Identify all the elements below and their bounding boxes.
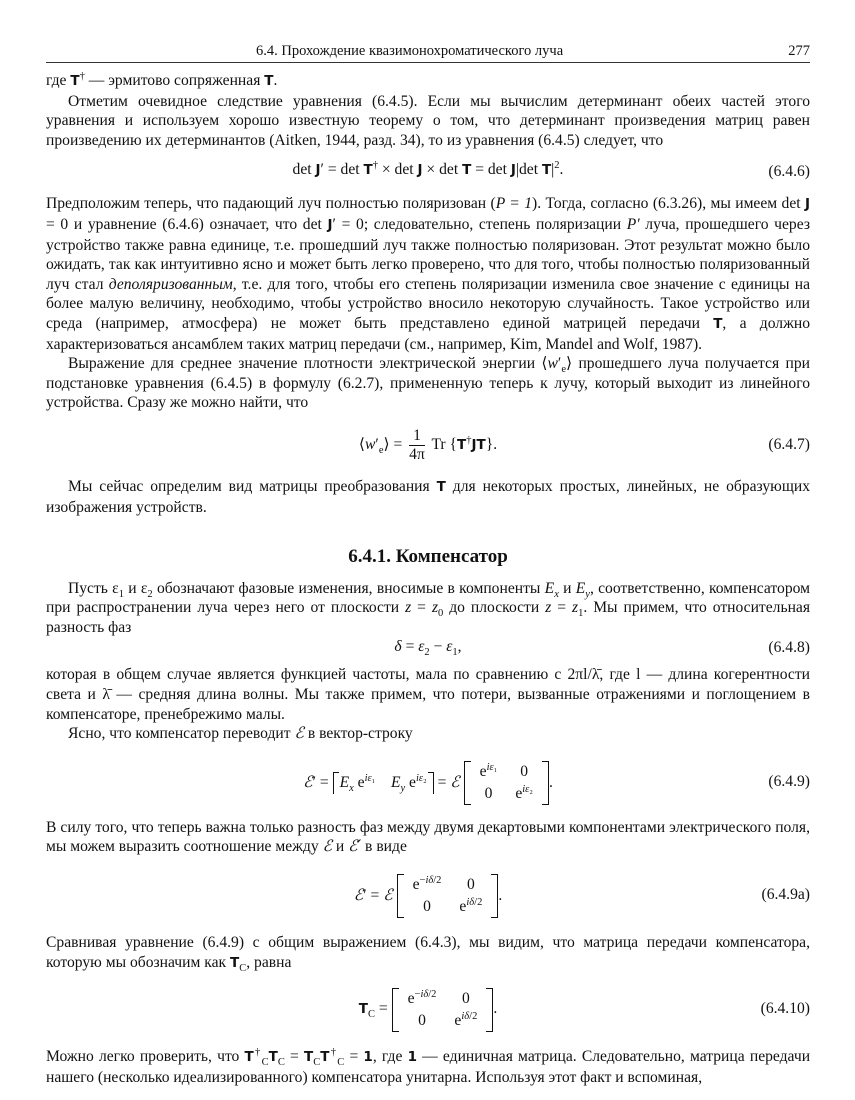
paragraph-polarized: Предположим теперь, что падающий луч полностью поляризован (P = 1). Тогда, согласно (6.3.26), мы имеем det J = 0 и уравнение (6.4.6) означает, что det J′ = 0; следовательно, степень поляризации P′ луча, прошедшего через устройство также равна единице, т.е. прошедший луч также полностью поляризован. Этот результат можно было ожидать, так как интуитивно ясно и может быть легко проверено, что для того, чтобы полностью поляризованный луч стал деполяризованным, т.е. для того, чтобы его степень поляризации изменила свое значение с единицы на более малую величину, необходимо, чтобы устройство вносило некоторую случайность. Такое устройство или среда (например, атмосфера) не может быть представлено единой матрицей передачи T, а должно характеризоваться ансамблем таких матриц передачи (см., например, Kim, Mandel and Wolf, 1987). <box>46 195 811 353</box>
paragraph-phase-changes: Пусть $\varepsilon_1$ и $\varepsilon_2$ обозначают фазовые изменения, вносимые в компоненты $E_x$ и $E_y$, соответственно, компенсатором при распространении луча через него от плоскости $z = z_0$ до плоскости $z = z_1$. Мы примем, что относительная разность фаз <box>46 579 811 636</box>
matrix-6-4-10: $e^{-i\delta/2}$ 0 0 $e^{i\delta/2}$ <box>392 988 494 1032</box>
document-page <box>46 40 810 1087</box>
row-vector: $E_x$ $e^{i\varepsilon_1}$ $E_y$ $e^{i\varepsilon_2}$ <box>333 772 434 794</box>
fraction: $\frac{1}{4\pi}$ <box>409 426 425 463</box>
matrix-6-4-9: $e^{i\varepsilon_1}$ 0 0 $e^{i\varepsilon_2}$ <box>464 761 549 805</box>
equation-number: (6.4.6) <box>768 163 810 181</box>
equation-6-4-8: $\delta = \varepsilon_2 - \varepsilon_1$, (6.4.8) <box>394 638 810 659</box>
page-number: 277 <box>788 43 810 59</box>
equation-number: (6.4.9) <box>768 772 810 790</box>
equation-6-4-9a: ℰ′ = ℰ $e^{-i\delta/2}$ 0 0 $e^{i\delta/2}$ . (6.4.9a) <box>46 869 810 921</box>
equation-6-4-7: $⟨w'_e⟩$ = $\frac{1}{4\pi}$ Tr {T†JT}. (6.4.7) <box>46 423 810 467</box>
paragraph-phase-difference: В силу того, что теперь важна только разность фаз между двумя декартовыми компонентами электрического поля, мы можем выразить соотношение между ℰ и ℰ′ в виде <box>46 818 810 856</box>
paragraph-compensator-matrix: Сравнивая уравнение (6.4.9) с общим выражением (6.4.3), мы видим, что матрица передачи компенсатора, которую мы обозначим как $T_C$, равна <box>46 934 810 974</box>
paragraph-row-vector: Ясно, что компенсатор переводит ℰ в вектор-строку <box>68 724 413 743</box>
equation-number: (6.4.8) <box>768 639 810 657</box>
matrix-6-4-9a: $e^{-i\delta/2}$ 0 0 $e^{i\delta/2}$ <box>397 874 499 918</box>
paragraph-transform-matrix: Мы сейчас определим вид матрицы преобразования T для некоторых простых, линейных, не образующих изображения устройств. <box>46 477 810 516</box>
paragraph-unitary: Можно легко проверить, что $T^\dagger_CT_C = T_CT^\dagger_C = 1$, где 1 — единичная матрица. Следовательно, матрица передачи нашего (несколько идеализированного) компенсатора унитарна. Используя этот факт и вспоминая, <box>46 1047 811 1086</box>
equation-6-4-10: $T_C$ = $e^{-i\delta/2}$ 0 0 $e^{i\delta/2}$ . (6.4.10) <box>46 983 810 1035</box>
equation-number: (6.4.10) <box>760 1000 810 1018</box>
equation-number: (6.4.9a) <box>761 886 810 904</box>
paragraph-hermitian: где T† — эрмитово сопряженная T. <box>46 70 278 89</box>
equation-6-4-9: ℰ′ = $E_x$ $e^{i\varepsilon_1}$ $E_y$ $e^{i\varepsilon_2}$ = ℰ $e^{i\varepsilon_1}$ 0 0 $e^{i\varepsilon_2}$ . (6.4.9) <box>46 758 810 806</box>
section-title-compensator: 6.4.1. Компенсатор <box>348 546 508 568</box>
equation-number: (6.4.7) <box>768 435 810 453</box>
equation-6-4-6: det J′ = det T† × det J × det T = det J|det $T|^2$. (6.4.6) <box>292 160 810 181</box>
paragraph-determinant: Отметим очевидное следствие уравнения (6.4.5). Если мы вычислим детерминант обеих частей этого уравнения и используем хорошо известную теорему о том, что детерминант произведения матриц равен произведению их детерминантов (Aitken, 1944, разд. 34), то из уравнения (6.4.5) следует, что <box>46 92 810 149</box>
paragraph-energy-density: Выражение для среднее значение плотности электрической энергии $⟨w'_e⟩$ прошедшего луча получается при подстановке уравнения (6.4.5) в формулу (6.2.7), примененную теперь к лучу, который выходит из линейного устройства. Сразу же можно найти, что <box>46 355 810 412</box>
paragraph-coherence: которая в общем случае является функцией частоты, мала по сравнению с 2πl/λ̄, где l — длина когерентности света и λ̄ — средняя длина волны. Мы также примем, что потери, вызванные отражениями и поглощением в компенсаторе, пренебрежимо малы. <box>46 666 810 723</box>
running-title: 6.4. Прохождение квазимонохроматического луча <box>256 43 564 59</box>
running-header <box>46 40 810 63</box>
